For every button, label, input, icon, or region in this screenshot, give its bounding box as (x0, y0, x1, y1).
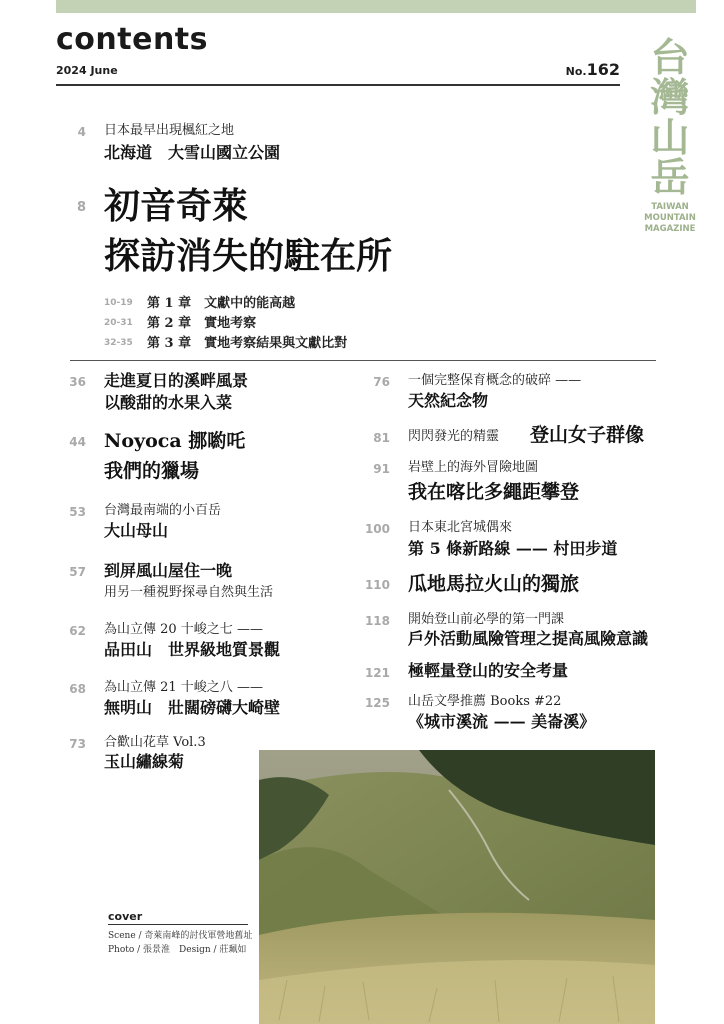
entry-title: 玉山繡線菊 (104, 752, 185, 771)
entry-title: Noyoca 挪喲吒 (104, 430, 246, 452)
issue-number-value: 162 (586, 60, 620, 79)
page-title: contents (56, 22, 208, 57)
entry-subtitle: 一個完整保育概念的破碎 —— (408, 373, 582, 388)
entry-subtitle: 為山立傳 20 十峻之七 —— (104, 622, 263, 637)
entry-title: 品田山 世界級地質景觀 (104, 640, 281, 659)
magazine-logo (634, 35, 706, 235)
logo-english (634, 202, 706, 235)
entry-subtitle: 台灣最南端的小百岳 (104, 503, 222, 518)
entry-subtitle: 日本東北宮城偶來 (408, 520, 513, 535)
entry-page-number: 53 (69, 505, 86, 519)
entry-title: 登山女子群像 (530, 424, 645, 446)
cover-photo (259, 750, 655, 1024)
entry-page-number: 62 (69, 624, 86, 638)
cover-divider (108, 924, 248, 925)
entry-title: 我在喀比多繩距攀登 (408, 481, 580, 503)
entry-subtitle: 岩壁上的海外冒險地圖 (408, 460, 539, 475)
top-accent-bar (56, 0, 696, 13)
feature-page-number: 8 (76, 200, 86, 215)
entry-page-number: 4 (77, 125, 86, 139)
cover-label: cover (108, 910, 143, 923)
logo-english-line: MAGAZINE (644, 224, 696, 234)
entry-page-number: 100 (364, 522, 390, 536)
entry-subtitle: 日本最早出現楓紅之地 (104, 123, 235, 138)
logo-char: 岳 (650, 155, 690, 201)
entry-page-number: 125 (364, 696, 390, 710)
entry-title: 到屏風山屋住一晚 (104, 561, 233, 580)
entry-title: 走進夏日的溪畔風景 (104, 371, 249, 390)
chapter-pages: 32-35 (104, 338, 133, 348)
feature-title-line: 探訪消失的駐在所 (104, 235, 393, 277)
entry-title: 北海道 大雪山國立公園 (104, 143, 281, 162)
section-divider (70, 360, 656, 361)
entry-page-number: 110 (364, 578, 390, 592)
header-divider (56, 84, 620, 86)
cover-photo-design-credit: Photo / 張景淮 Design / 莊珮如 (108, 945, 247, 955)
entry-page-number: 76 (373, 375, 390, 389)
entry-subtitle: 閃閃發光的精靈 (408, 429, 500, 444)
entry-page-number: 68 (69, 682, 86, 696)
entry-page-number: 44 (69, 435, 86, 449)
entry-title: 戶外活動風險管理之提高風險意識 (408, 629, 649, 648)
chapter-title: 第 1 章 文獻中的能高越 (147, 296, 296, 311)
entry-title: 以酸甜的水果入菜 (104, 393, 233, 412)
entry-page-number: 91 (373, 462, 390, 476)
logo-char: 台 (650, 35, 690, 81)
entry-title: 極輕量登山的安全考量 (408, 661, 569, 680)
logo-char: 山 (650, 115, 690, 161)
logo-english-line: MOUNTAIN (644, 213, 696, 223)
entry-title: 天然紀念物 (408, 391, 489, 410)
entry-subtitle: 用另一種視野探尋自然與生活 (104, 585, 274, 600)
cover-scene-credit: Scene / 奇萊南峰的討伐軍營地舊址 (108, 931, 253, 941)
entry-subtitle: 山岳文學推薦 Books #22 (408, 694, 562, 709)
issue-number-label: No. (565, 65, 587, 78)
feature-title-line: 初音奇萊 (104, 185, 249, 227)
entry-title: 無明山 壯闊磅礴大崎壁 (104, 698, 281, 717)
entry-subtitle: 為山立傳 21 十峻之八 —— (104, 680, 263, 695)
entry-page-number: 36 (69, 375, 86, 389)
entry-title: 我們的獵場 (104, 460, 200, 482)
entry-title: 第 5 條新路線 —— 村田步道 (408, 539, 618, 558)
entry-title: 大山母山 (104, 521, 169, 540)
logo-english-line: TAIWAN (651, 202, 689, 212)
entry-page-number: 118 (364, 614, 390, 628)
entry-page-number: 81 (373, 431, 390, 445)
chapter-pages: 10-19 (104, 298, 133, 308)
issue-number (520, 60, 620, 79)
logo-char: 灣 (650, 75, 690, 121)
entry-page-number: 73 (69, 737, 86, 751)
entry-title: 瓜地馬拉火山的獨旅 (408, 573, 580, 595)
entry-page-number: 57 (69, 565, 86, 579)
chapter-title: 第 2 章 實地考察 (147, 316, 257, 331)
entry-subtitle: 合歡山花草 Vol.3 (104, 735, 206, 750)
chapter-pages: 20-31 (104, 318, 133, 328)
entry-title: 《城市溪流 —— 美崙溪》 (408, 712, 596, 731)
entry-page-number: 121 (364, 666, 390, 680)
chapter-title: 第 3 章 實地考察結果與文獻比對 (147, 336, 348, 351)
entry-subtitle: 開始登山前必學的第一門課 (408, 612, 565, 627)
issue-date: 2024 June (56, 64, 118, 77)
